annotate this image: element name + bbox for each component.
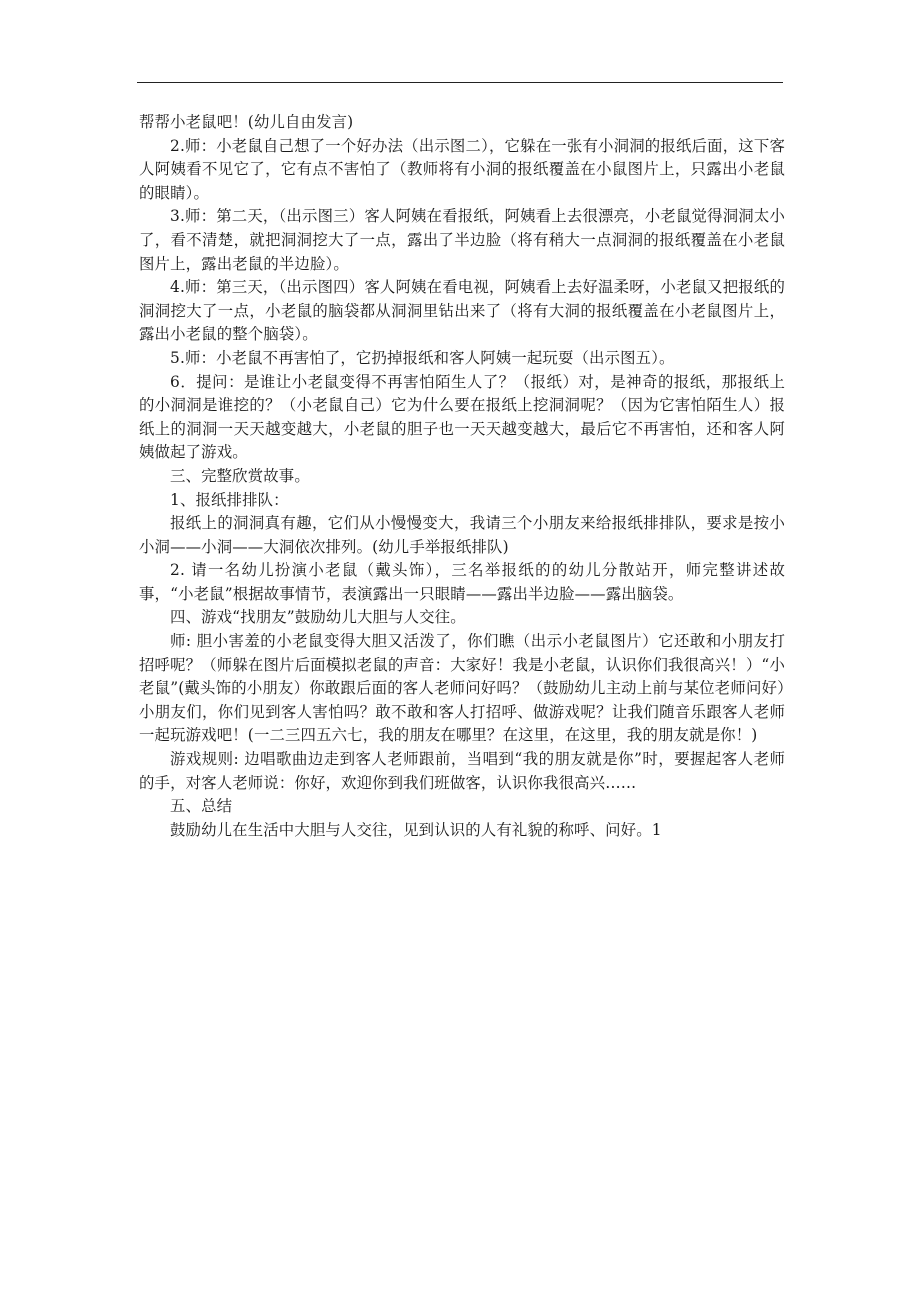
paragraph-summary: 鼓励幼儿在生活中大胆与人交往，见到认识的人有礼貌的称呼、问好。1 [170, 820, 662, 839]
paragraph-game-rules: 游戏规则: 边唱歌曲边走到客人老师跟前，当唱到“我的朋友就是你”时，要握起客人老师的手，对客人老师说：你好，欢迎你到我们班做客，认识你我很高兴…… [139, 750, 785, 792]
section-heading-5: 五、总结 [170, 797, 233, 816]
document-body [139, 111, 785, 842]
header-rule [137, 82, 783, 83]
section-heading-3: 三、完整欣赏故事。 [170, 466, 310, 485]
section-heading-4: 四、游戏“找朋友”鼓励幼儿大胆与人交往。 [170, 608, 466, 627]
paragraph-newspaper-queue: 报纸上的洞洞真有趣，它们从小慢慢变大，我请三个小朋友来给报纸排排队，要求是按小小洞——小洞——大洞依次排列。(幼儿手举报纸排队) [139, 514, 785, 556]
paragraph-step-5: 5.师：小老鼠不再害怕了，它扔掉报纸和客人阿姨一起玩耍（出示图五）。 [170, 348, 675, 367]
paragraph-teacher-dialogue: 师: 胆小害羞的小老鼠变得大胆又活泼了，你们瞧（出示小老鼠图片）它还敢和小朋友打招呼呢？（师躲在图片后面模拟老鼠的声音：大家好！我是小老鼠，认识你们我很高兴！）“小老鼠”(戴头饰的小朋友）你敢跟后面的客人老师问好吗？（鼓励幼儿主动上前与某位老师问好）小朋友们，你们见到客人害怕吗？敢不敢和客人打招呼、做游戏呢？让我们随音乐跟客人老师一起玩游戏吧！(一二三四五六七，我的朋友在哪里？在这里，在这里，我的朋友就是你！) [139, 632, 785, 745]
paragraph-step-6-question: 6．提问：是谁让小老鼠变得不再害怕陌生人了？（报纸）对，是神奇的报纸，那报纸上的小洞洞是谁挖的？（小老鼠自己）它为什么要在报纸上挖洞洞呢？（因为它害怕陌生人）报纸上的洞洞一天天越变越大，小老鼠的胆子也一天天越变越大，最后它不再害怕，还和客人阿姨做起了游戏。 [139, 372, 785, 462]
paragraph-role-play: 2. 请一名幼儿扮演小老鼠（戴头饰），三名举报纸的的幼儿分散站开，师完整讲述故事，“小老鼠”根据故事情节，表演露出一只眼睛——露出半边脸——露出脑袋。 [139, 561, 785, 603]
subheading-newspaper-queue: 1、报纸排排队： [170, 490, 289, 509]
paragraph-intro-continuation: 帮帮小老鼠吧！(幼儿自由发言) [139, 113, 354, 131]
paragraph-step-2: 2.师：小老鼠自己想了一个好办法（出示图二），它躲在一张有小洞洞的报纸后面，这下客人阿姨看不见它了，它有点不害怕了（教师将有小洞的报纸覆盖在小鼠图片上，只露出小老鼠的眼睛）。 [139, 136, 785, 202]
paragraph-step-4: 4.师：第三天，（出示图四）客人阿姨在看电视，阿姨看上去好温柔呀，小老鼠又把报纸的洞洞挖大了一点，小老鼠的脑袋都从洞洞里钻出来了（将有大洞的报纸覆盖在小老鼠图片上，露出小老鼠的整个脑袋）。 [139, 278, 785, 344]
paragraph-step-3: 3.师：第二天，（出示图三）客人阿姨在看报纸，阿姨看上去很漂亮，小老鼠觉得洞洞太小了，看不清楚，就把洞洞挖大了一点，露出了半边脸（将有稍大一点洞洞的报纸覆盖在小老鼠图片上，露出老鼠的半边脸）。 [139, 207, 785, 273]
